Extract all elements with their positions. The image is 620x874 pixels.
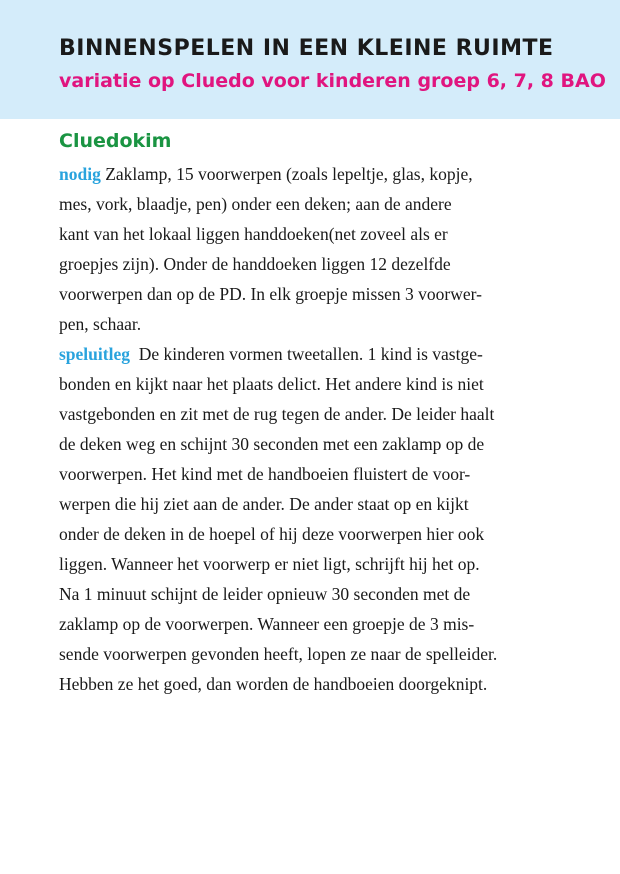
text-line: onder de deken in de hoepel of hij deze voorwerpen hier ook bbox=[59, 524, 485, 544]
text-line: de deken weg en schijnt 30 seconden met een zaklamp op de bbox=[59, 434, 485, 454]
text-line: voorwerpen dan op de PD. In elk groepje missen 3 voorwer- bbox=[59, 284, 482, 304]
text-line: werpen die hij ziet aan de ander. De ander staat op en kijkt bbox=[59, 494, 469, 514]
text-line: liggen. Wanneer het voorwerp er niet ligt, schrijft hij het op. bbox=[59, 554, 480, 574]
text-line: speluitleg De kinderen vormen tweetallen. 1 kind is vastge- bbox=[59, 344, 483, 364]
speluitleg-label: speluitleg bbox=[59, 344, 130, 364]
page-title: BINNENSPELEN IN EEN KLEINE RUIMTE bbox=[59, 36, 554, 61]
text-line: kant van het lokaal liggen handdoeken(net zoveel als er bbox=[59, 224, 448, 244]
text-line: vastgebonden en zit met de rug tegen de ander. De leider haalt bbox=[59, 404, 495, 424]
nodig-label: nodig bbox=[59, 164, 101, 184]
text-line: bonden en kijkt naar het plaats delict. Het andere kind is niet bbox=[59, 374, 484, 394]
body-text bbox=[59, 159, 564, 699]
text-line: groepjes zijn). Onder de handdoeken liggen 12 dezelfde bbox=[59, 254, 451, 274]
section-title: Cluedokim bbox=[59, 130, 172, 152]
text-line: sende voorwerpen gevonden heeft, lopen ze naar de spelleider. bbox=[59, 644, 498, 664]
text-line: pen, schaar. bbox=[59, 314, 142, 334]
text-line: Na 1 minuut schijnt de leider opnieuw 30 seconden met de bbox=[59, 584, 471, 604]
text-line: voorwerpen. Het kind met de handboeien fluistert de voor- bbox=[59, 464, 471, 484]
text-line: mes, vork, blaadje, pen) onder een deken; aan de andere bbox=[59, 194, 452, 214]
text-line: Hebben ze het goed, dan worden de handboeien doorgeknipt. bbox=[59, 674, 488, 694]
header-banner bbox=[0, 0, 620, 119]
page-subtitle: variatie op Cluedo voor kinderen groep 6, 7, 8 BAO bbox=[59, 70, 606, 92]
text-line: nodig Zaklamp, 15 voorwerpen (zoals lepeltje, glas, kopje, bbox=[59, 164, 473, 184]
text-line: zaklamp op de voorwerpen. Wanneer een groepje de 3 mis- bbox=[59, 614, 475, 634]
